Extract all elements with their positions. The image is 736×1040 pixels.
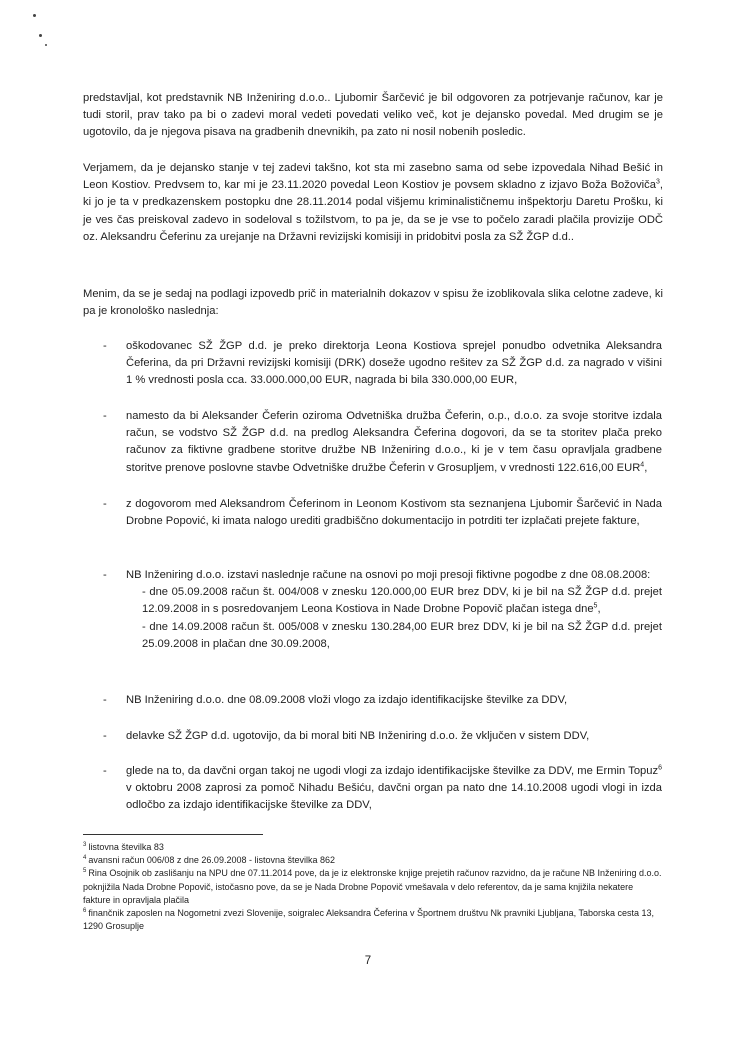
footnote-3-number: 3 <box>83 842 87 848</box>
list-dash-1: - <box>103 340 107 352</box>
list-item-1 <box>126 338 662 390</box>
list-item-4-subitem-2-text: - dne 14.09.2008 račun št. 005/008 v znesku 130.284,00 EUR brez DDV, ki je bil na SŽ ŽGP d.d. prejet 25.09.2008 in plačan dne 30.09.2008, <box>142 620 662 650</box>
scan-speck <box>39 34 42 37</box>
footnote-ref-4: 4 <box>640 460 645 468</box>
list-item-3-text: z dogovorom med Aleksandrom Čeferinom in Leonom Kostivom sta seznanjena Ljubomir Šarčević in Nada Drobne Popović, ki imata nalogo urediti gradbiščno dokumentacijo in potrditi ter izplačati prejete fakture, <box>126 498 662 528</box>
list-item-6 <box>126 728 662 745</box>
paragraph-1-text: predstavljal, kot predstavnik NB Inženiring d.o.o.. Ljubomir Šarčević je bil odgovoren za potrjevanje računov, kar je tudi storil, prav tako pa bi o zadevi moral vedeti povedati veliko več, kot je dejansko povedal. Med drugim se je ugotovilo, da je njegova pisava na gradbenih dnevnikih, pa zato ni nosil nobenih posledic. <box>83 92 663 139</box>
list-dash-5: - <box>103 694 107 706</box>
footnote-6 <box>83 907 663 933</box>
footnote-5-number: 5 <box>83 868 87 875</box>
page-number: 7 <box>364 955 372 967</box>
footnote-ref-6: 6 <box>658 764 662 772</box>
paragraph-2-text-a: Verjamem, da je dejansko stanje v tej zadevi takšno, kot sta mi zasebno sama od sebe izpovedala Nihad Bešić in Leon Kostiov. Predvsem to, kar mi je 23.11.2020 povedal Leon Kostiov je povsem skladno z izjavo Boža Božoviča <box>83 162 663 192</box>
list-dash-3: - <box>103 498 107 510</box>
list-item-2-text-a: namesto da bi Aleksander Čeferin oziroma Odvetniška družba Čeferin, o.p., d.o.o. za svoje storitve izdala račun, se vodstvo SŽ ŽGP d.d. na predlog Aleksandra Čeferina dogovori, da se ta storitev plača preko računov za fiktivne gradbene storitve družbe NB Inženiring d.o.o., ki je v tem času opravljala gradbene storitve prenove poslovne stavbe Odvetniške družbe Čeferin v Grosupljem, v vrednosti 122.616,00 EUR <box>126 410 662 474</box>
list-item-4 <box>126 567 662 653</box>
footnote-ref-3: 3 <box>655 178 660 186</box>
footnote-4-number: 4 <box>83 855 87 862</box>
list-item-4-subitem-2 <box>126 619 662 653</box>
list-item-1-text: oškodovanec SŽ ŽGP d.d. je preko direktorja Leona Kostiova sprejel ponudbo odvetnika Aleksandra Čeferina, da pri Državni revizijski komisiji (DRK) doseže ugodno rešitev za SŽ ŽGP d.d. za nagrado v višini 1 % vrednosti posla cca. 33.000.000,00 EUR, nagrada bi bila 330.000,00 EUR, <box>126 340 662 387</box>
list-dash-4: - <box>103 569 107 581</box>
footnote-6-text: finančnik zaposlen na Nogometni zvezi Slovenije, soigralec Aleksandra Čeferina v Športnem društvu Nk pravniki Ljubljana, Taborska cesta 13, 1290 Grosuplje <box>83 908 654 932</box>
scan-speck <box>33 14 36 17</box>
footnote-4-text: avansni račun 006/08 z dne 26.09.2008 - listovna številka 862 <box>88 855 336 866</box>
list-item-2 <box>126 408 662 477</box>
paragraph-1 <box>83 90 663 142</box>
list-dash-2: - <box>103 410 107 422</box>
footnote-5 <box>83 867 663 907</box>
list-item-7-text-b: v oktobru 2008 zaprosi za pomoč Nihadu Bešiću, davčni organ pa nato dne 14.10.2008 ugodi vlogi in izda odločbo za izdajo identifikacijske številke za DDV, <box>126 782 662 812</box>
footnote-3-text: listovna številka 83 <box>88 842 164 852</box>
footnote-ref-5: 5 <box>593 602 598 610</box>
list-item-2-text-b: , <box>644 461 648 474</box>
paragraph-2-text-b: , ki jo je ta v predkazenskem postopku dne 28.11.2014 podal višjemu kriminalističnemu inšpektorju Daretu Prošku, ki je ves čas preiskoval zadevo in sodeloval s tožilstvom, to pa je, da se je vse to počelo zaradi plačila provizije ODČ oz. Aleksandru Čeferinu za urejanje na Državni revizijski komisiji in pridobitvi posla za SŽ ŽGP d.d.. <box>83 179 663 243</box>
paragraph-3 <box>83 286 663 320</box>
footnote-6-number: 6 <box>83 908 87 915</box>
list-item-5 <box>126 692 662 709</box>
list-item-3 <box>126 496 662 530</box>
footnote-5-text: Rina Osojnik ob zaslišanju na NPU dne 07.11.2014 pove, da je iz elektronske knjige prejetih računov razvidno, da je račune NB Inženiring d.o.o. poknjižila Nada Drobne Popovič, istočasno pove, da se je Nada Drobne Popovič vmešavala v delo referentov, da je sama knjižila nekatere fakture in opravljala plačila <box>83 868 662 905</box>
list-item-4-subitem-1 <box>126 584 662 618</box>
list-item-7-text-a: glede na to, da davčni organ takoj ne ugodi vlogi za izdajo identifikacijske številke za DDV, me Ermin Topuz <box>126 765 659 777</box>
footnotes <box>83 841 663 933</box>
footnote-4 <box>83 854 663 867</box>
list-item-5-text: NB Inženiring d.o.o. dne 08.09.2008 vloži vlogo za izdajo identifikacijske številke za DDV, <box>126 694 568 706</box>
footnote-separator <box>83 834 263 835</box>
list-dash-6: - <box>103 730 107 742</box>
list-item-4-subitem-1-text-b: , <box>597 603 601 616</box>
paragraph-3-text: Menim, da se je sedaj na podlagi izpovedb prič in materialnih dokazov v spisu že izoblikovala slika celotne zadeve, ki pa je kronološko naslednja: <box>83 288 663 318</box>
list-item-6-text: delavke SŽ ŽGP d.d. ugotovijo, da bi moral biti NB Inženiring d.o.o. že vključen v sistem DDV, <box>126 730 590 742</box>
paragraph-2 <box>83 160 663 246</box>
list-dash-7: - <box>103 765 107 777</box>
list-item-7 <box>126 763 662 815</box>
scan-speck <box>45 44 47 46</box>
list-item-4-text: NB Inženiring d.o.o. izstavi naslednje račune na osnovi po moji presoji fiktivne pogodbe z dne 08.08.2008: <box>126 569 651 581</box>
footnote-3 <box>83 841 663 854</box>
list-item-4-subitem-1-text-a: - dne 05.09.2008 račun št. 004/008 v znesku 120.000,00 EUR brez DDV, ki je bil na SŽ ŽGP d.d. prejet 12.09.2008 in s posredovanjem Leona Kostiova in Nade Drobne Popovič plačan istega dne <box>142 586 662 616</box>
